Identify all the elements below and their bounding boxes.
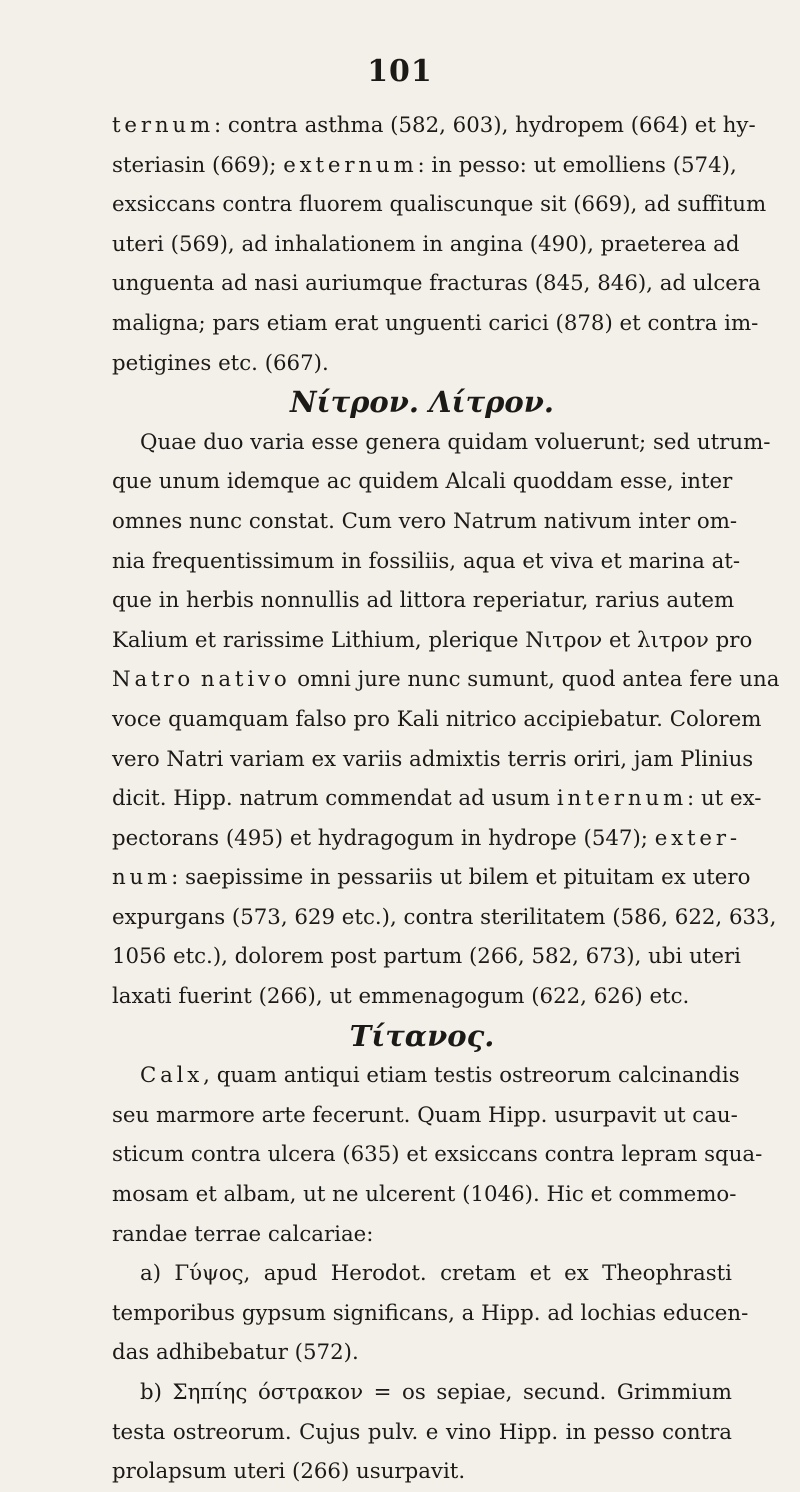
text-line: 1056 etc.), dolorem post partum (266, 582, 673), ubi uteri [112,944,741,970]
text-line: seu marmore arte fecerunt. Quam Hipp. usurpavit ut cau- [112,1102,738,1128]
text-line: que unum idemque ac quidem Alcali quoddam esse, inter [112,469,733,495]
text-line: testa ostreorum. Cujus pulv. e vino Hipp. in pesso contra [112,1419,732,1445]
section-heading: Τίτανος. [349,1018,495,1053]
text-line: maligna; pars etiam erat unguenti carici (878) et contra im- [112,310,759,336]
section-heading: Νίτρον. Λίτρον. [290,385,554,420]
text-line: a) Γύψος, apud Herodot. cretam et ex Theophrasti [140,1261,732,1287]
text-line: mosam et albam, ut ne ulcerent (1046). Hic et commemo- [112,1182,737,1208]
text-line: num: saepissime in pessariis ut bilem et pituitam ex utero [112,865,751,891]
text-line: randae terrae calcariae: [112,1221,374,1247]
text-line: dicit. Hipp. natrum commendat ad usum internum: ut ex- [112,786,762,812]
text-line: voce quamquam falso pro Kali nitrico accipiebatur. Colorem [112,706,762,732]
text-line: exsiccans contra fluorem qualiscunque sit (669), ad suffitum [112,192,767,218]
text-line: laxati fuerint (266), ut emmenagogum (622, 626) etc. [112,984,690,1010]
text-line: petigines etc. (667). [112,350,329,376]
text-line: omnes nunc constat. Cum vero Natrum nativum inter om- [112,508,738,534]
text-line: vero Natri variam ex variis admixtis terris oriri, jam Plinius [112,746,754,772]
text-line: das adhibebatur (572). [112,1340,359,1366]
text-line: prolapsum uteri (266) usurpavit. [112,1459,466,1485]
text-line: nia frequentissimum in fossiliis, aqua et viva et marina at- [112,548,741,574]
text-line: steriasin (669); externum: in pesso: ut emolliens (574), [112,152,737,178]
text-line: pectorans (495) et hydragogum in hydrope (547); exter- [112,825,741,851]
page-number: 101 [367,54,433,89]
text-line: sticum contra ulcera (635) et exsiccans contra lepram squa- [112,1142,763,1168]
text-line: uteri (569), ad inhalationem in angina (490), praeterea ad [112,231,740,257]
text-line: que in herbis nonnullis ad littora reperiatur, rarius autem [112,588,735,614]
text-line: unguenta ad nasi auriumque fracturas (845, 846), ad ulcera [112,271,761,297]
text-line: ternum: contra asthma (582, 603), hydropem (664) et hy- [112,113,756,138]
text-line: Quae duo varia esse genera quidam voluerunt; sed utrum- [140,429,771,455]
text-line: b) Σηπίης όστρακον = os sepiae, secund. Grimmium [140,1380,732,1405]
text-line: Natro nativo omni jure nunc sumunt, quod antea fere una [112,667,780,693]
text-line: Calx, quam antiqui etiam testis ostreorum calcinandis [140,1063,740,1089]
text-line: expurgans (573, 629 etc.), contra sterilitatem (586, 622, 633, [112,904,777,930]
text-line: temporibus gypsum significans, a Hipp. ad lochias educen- [112,1300,749,1326]
text-body [112,106,780,1492]
text-line: Kalium et rarissime Lithium, plerique Νιτρον et λιτρον pro [112,627,753,653]
